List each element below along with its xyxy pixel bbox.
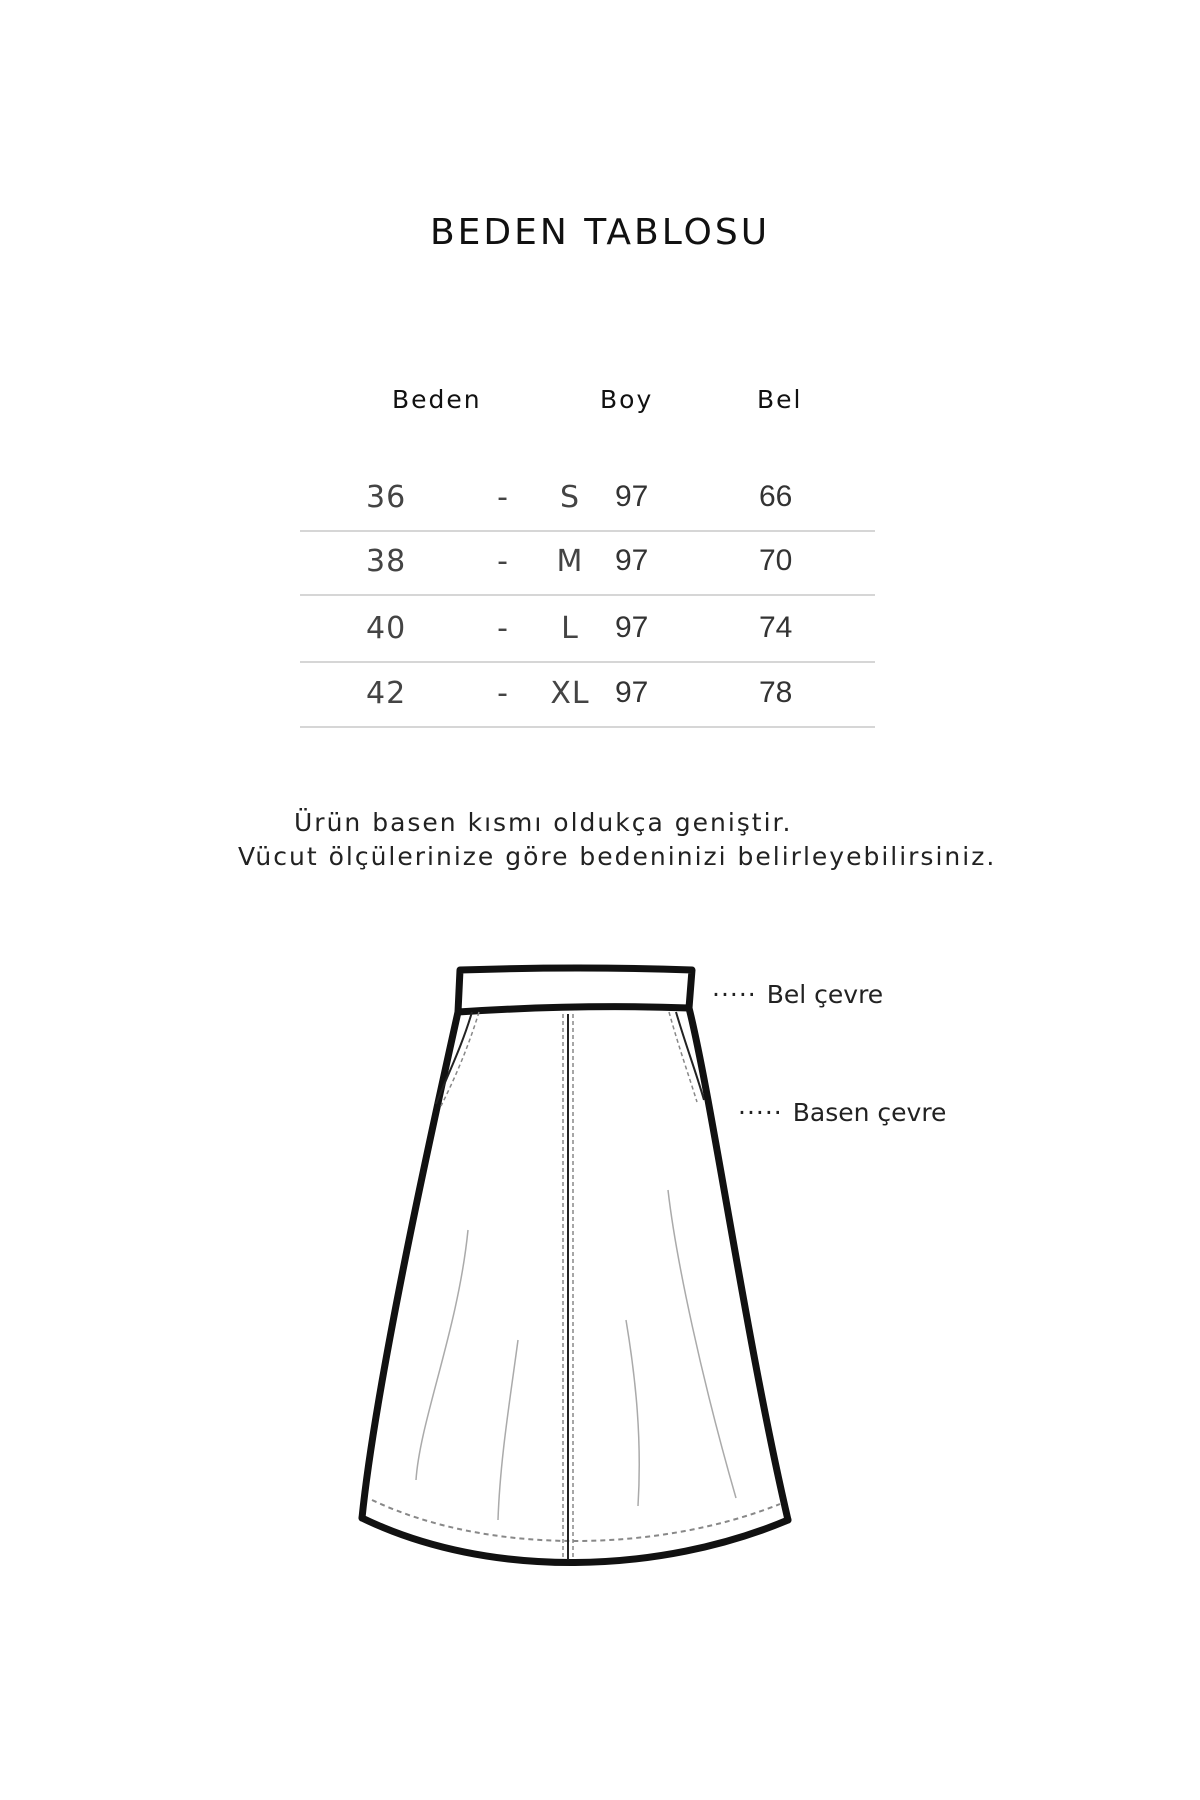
boy-value: 97 (615, 676, 649, 709)
bel-value: 74 (759, 611, 793, 644)
row-divider (300, 661, 875, 663)
size-label: L (561, 611, 579, 646)
column-header-bel: Bel (757, 385, 803, 414)
column-header-boy: Boy (600, 385, 654, 414)
callout-label: Bel çevre (766, 980, 884, 1009)
callout-dots: ····· (738, 1098, 783, 1127)
boy-value: 97 (615, 480, 649, 513)
table-row (300, 532, 875, 596)
size-dash: - (497, 480, 509, 515)
size-number: 40 (366, 611, 407, 646)
fold-line (626, 1320, 639, 1506)
size-label: XL (550, 676, 590, 711)
table-row (300, 599, 875, 663)
size-label: M (556, 544, 584, 579)
bel-value: 70 (759, 544, 793, 577)
size-number: 38 (366, 544, 407, 579)
hem-stitch (372, 1500, 780, 1541)
page-title: BEDEN TABLOSU (429, 212, 771, 253)
row-divider (300, 594, 875, 596)
boy-value: 97 (615, 544, 649, 577)
size-label: S (559, 480, 581, 515)
size-number: 36 (366, 480, 407, 515)
column-header-beden: Beden (392, 385, 482, 414)
fold-line (416, 1230, 468, 1480)
size-number: 42 (366, 676, 407, 711)
fold-line (668, 1190, 736, 1498)
waistband (458, 968, 692, 1012)
size-dash: - (497, 611, 509, 646)
size-dash: - (497, 544, 509, 579)
table-row (300, 468, 875, 532)
fit-note-line-1: Ürün basen kısmı oldukça geniştir. (294, 808, 793, 837)
table-row (300, 664, 875, 728)
skirt-right-seam (689, 1008, 788, 1520)
boy-value: 97 (615, 611, 649, 644)
callout-basen-cevre (738, 1098, 946, 1127)
size-dash: - (497, 676, 509, 711)
skirt-diagram (340, 960, 800, 1580)
fit-note-line-2: Vücut ölçülerinize göre bedeninizi belirleyebilirsiniz. (238, 842, 997, 871)
callout-bel-cevre (712, 980, 883, 1009)
bel-value: 66 (759, 480, 793, 513)
callout-dots: ····· (712, 980, 757, 1009)
callout-label: Basen çevre (792, 1098, 947, 1127)
fold-line (498, 1340, 518, 1520)
bel-value: 78 (759, 676, 793, 709)
row-divider (300, 726, 875, 728)
